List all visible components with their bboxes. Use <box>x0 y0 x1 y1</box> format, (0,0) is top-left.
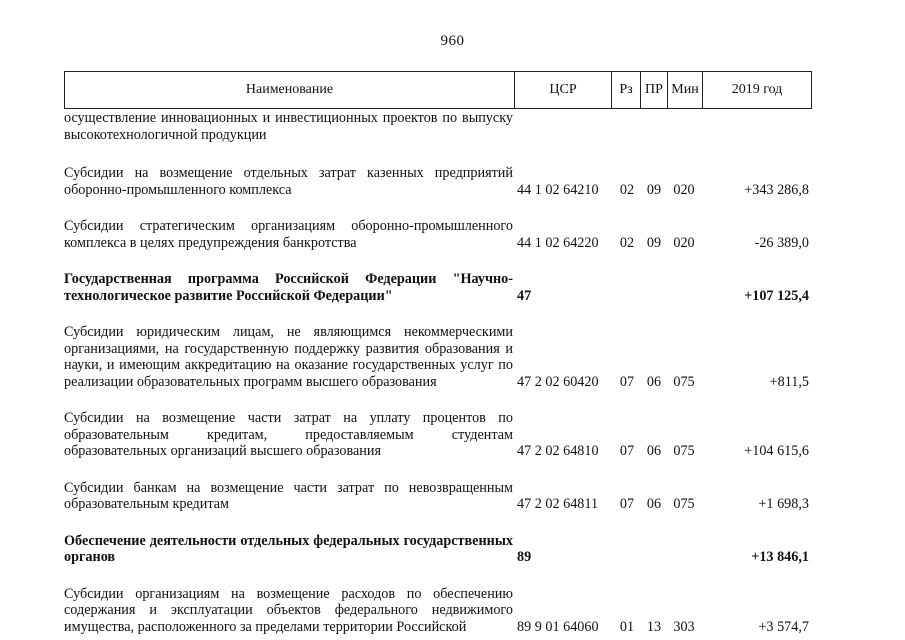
row-rz <box>613 110 641 143</box>
row-csr: 47 <box>517 287 532 304</box>
table-row <box>64 218 809 251</box>
row-name: осуществление инновационных и инвестиционных проектов по выпуску высокотехнологичной продукции <box>64 110 513 143</box>
table-header <box>64 71 812 109</box>
row-min: 075 <box>673 496 695 512</box>
row-amount: +104 615,6 <box>744 443 809 459</box>
row-amount: -26 389,0 <box>754 234 809 251</box>
row-csr: 47 2 02 64810 <box>517 443 599 459</box>
budget-table <box>64 110 809 635</box>
row-csr: 44 1 02 64210 <box>517 181 599 198</box>
header-name: Наименование <box>65 72 515 109</box>
table-row <box>64 410 809 460</box>
row-min <box>667 533 701 566</box>
row-name: Обеспечение деятельности отдельных федеральных государственных органов <box>64 532 513 565</box>
row-min: 303 <box>673 618 695 635</box>
row-name: Государственная программа Российской Федерации "Научно-технологическое развитие Российской Федерации" <box>64 271 513 304</box>
header-pr: ПР <box>641 72 668 109</box>
header-csr: ЦСР <box>515 72 612 109</box>
row-pr: 09 <box>646 234 662 251</box>
table-row <box>64 324 809 390</box>
row-csr: 47 2 02 64811 <box>517 496 599 512</box>
row-rz: 02 <box>619 234 635 251</box>
header-min: Мин <box>668 72 703 109</box>
row-min: 020 <box>673 234 695 251</box>
row-name: Субсидии на возмещение отдельных затрат казенных предприятий оборонно-промышленного комплекса <box>64 165 513 198</box>
row-name: Субсидии организациям на возмещение расходов по обеспечению содержания и эксплуатации объектов федерального недвижимого имущества, расположенного за пределами территории Российской <box>64 585 513 635</box>
row-csr: 89 <box>517 549 532 565</box>
table-row <box>64 533 809 566</box>
row-pr: 06 <box>646 443 662 459</box>
row-pr: 13 <box>646 618 662 635</box>
page-number: 960 <box>440 33 465 49</box>
row-min: 020 <box>673 181 695 198</box>
row-min <box>667 110 701 143</box>
row-name: Субсидии стратегическим организациям оборонно-промышленного комплекса в целях предупреждения банкротства <box>64 218 513 251</box>
row-name: Субсидии банкам на возмещение части затрат по невозвращенным образовательным кредитам <box>64 479 513 512</box>
row-name: Субсидии юридическим лицам, не являющимся некоммерческими организациями, на государственную поддержку развития образования и науки, и имеющим аккредитацию на оказание государственных услуг по реализации образовательных программ высшего образования <box>64 324 513 390</box>
row-min: 075 <box>673 443 695 459</box>
table-row <box>64 271 809 304</box>
row-rz: 01 <box>619 618 635 635</box>
row-pr: 06 <box>646 496 662 512</box>
header-year: 2019 год <box>703 72 812 109</box>
row-rz <box>613 271 641 304</box>
row-amount: +13 846,1 <box>751 549 809 565</box>
table-row <box>64 586 809 636</box>
row-rz: 07 <box>619 373 635 390</box>
row-amount: +1 698,3 <box>758 496 809 512</box>
row-min: 075 <box>673 373 695 390</box>
row-amount: +107 125,4 <box>744 287 809 304</box>
row-amount: +343 286,8 <box>744 181 809 198</box>
row-csr: 44 1 02 64220 <box>517 234 599 251</box>
row-csr <box>513 110 613 143</box>
row-csr: 47 2 02 60420 <box>517 373 599 390</box>
table-row <box>64 480 809 513</box>
table-row <box>64 110 809 143</box>
row-pr <box>641 533 667 566</box>
row-csr: 89 9 01 64060 <box>517 618 599 635</box>
table-row <box>64 165 809 198</box>
row-pr <box>641 271 667 304</box>
row-amount <box>701 110 809 143</box>
row-amount: +811,5 <box>769 373 809 390</box>
row-pr: 06 <box>646 373 662 390</box>
row-rz: 07 <box>619 443 635 459</box>
row-name: Субсидии на возмещение части затрат на уплату процентов по образовательным кредитам, предоставляемым студентам образовательных организаций высшего образования <box>64 410 513 459</box>
row-min <box>667 271 701 304</box>
row-pr <box>641 110 667 143</box>
header-rz: Рз <box>612 72 641 109</box>
row-rz: 07 <box>619 496 635 512</box>
row-pr: 09 <box>646 181 662 198</box>
row-amount: +3 574,7 <box>758 618 809 635</box>
row-rz: 02 <box>619 181 635 198</box>
row-rz <box>613 533 641 566</box>
